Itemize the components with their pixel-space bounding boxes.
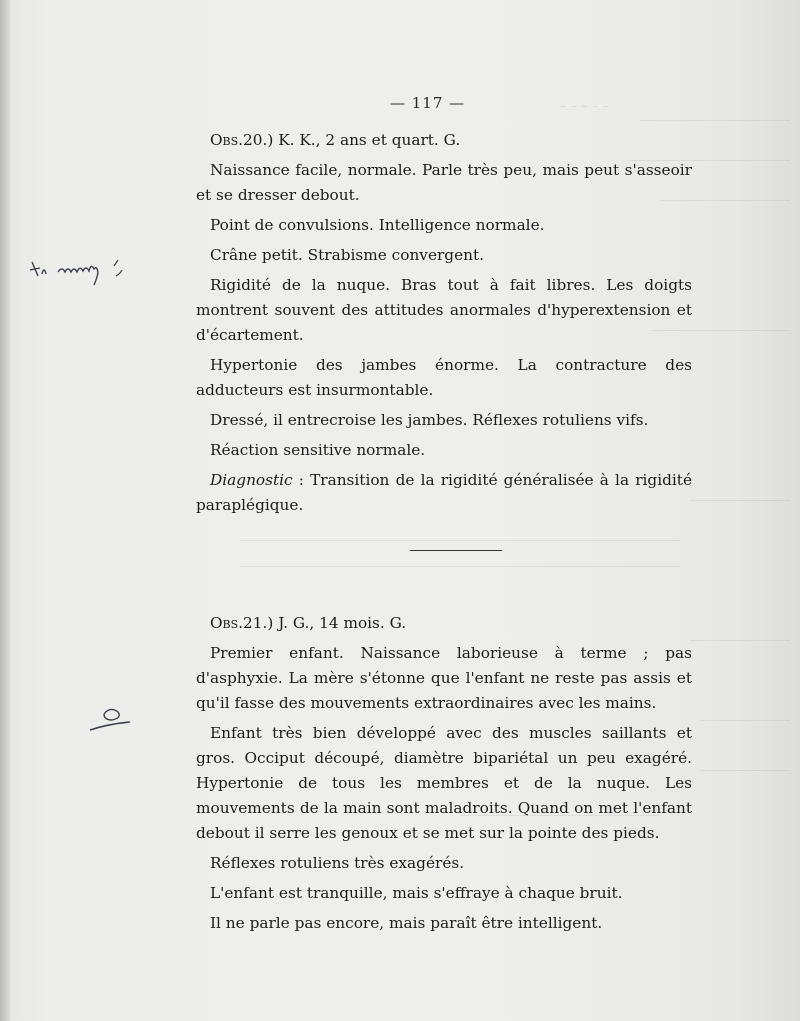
obs-21-paragraph: Enfant très bien développé avec des muscles saillants et gros. Occiput découpé, diamètre bipariétal un peu exagéré. Hypertonie de tous les membres et de la nuque. Les mouvements de la main sont maladroits. Quand on met l'enfant debout il serre les genoux et se met sur la pointe des pieds. — [196, 724, 692, 842]
obs-21-paragraph: L'enfant est tranquille, mais s'effraye à chaque bruit. — [210, 884, 623, 902]
obs-21-heading — [196, 611, 692, 636]
show-through-texture: – – – – – — [0, 0, 800, 1021]
obs-21-paragraph: Réflexes rotuliens très exagérés. — [210, 854, 465, 872]
obs-20-paragraph: Dressé, il entrecroise les jambes. Réflexes rotuliens vifs. — [210, 411, 649, 429]
diagnostic-text: : Transition de la rigidité généralisée à la rigidité paraplégique. — [196, 471, 692, 514]
diagnostic-label: Diagnostic — [210, 471, 293, 489]
obs-21-abbrev: Obs. — [210, 614, 244, 632]
obs-20-paragraph: Hypertonie des jambes énorme. La contracture des adducteurs est insurmontable. — [196, 356, 692, 399]
handwritten-margin-mark — [84, 700, 144, 740]
obs-20-paragraph: Point de convulsions. Intelligence normale. — [210, 216, 545, 234]
handwritten-margin-note — [28, 250, 158, 290]
page-number: — 117 — — [390, 94, 466, 112]
section-separator — [410, 550, 502, 551]
obs-20-diagnostic — [196, 468, 692, 518]
obs-21-paragraph: Il ne parle pas encore, mais paraît être intelligent. — [210, 914, 603, 932]
obs-20-heading-rest: 20.) K. K., 2 ans et quart. G. — [243, 131, 461, 149]
obs-20-paragraph: Rigidité de la nuque. Bras tout à fait libres. Les doigts montrent souvent des attitudes anormales d'hyperextension et d'écartement. — [196, 276, 692, 344]
obs-20-abbrev: Obs. — [210, 131, 244, 149]
obs-20-paragraph: Crâne petit. Strabisme convergent. — [210, 246, 485, 264]
obs-20-paragraph: Réaction sensitive normale. — [210, 441, 426, 459]
obs-21-paragraph: Premier enfant. Naissance laborieuse à terme ; pas d'asphyxie. La mère s'étonne que l'enfant ne reste pas assis et qu'il fasse des mouvements extraordinaires avec les mains. — [196, 644, 692, 712]
obs-20-paragraph: Naissance facile, normale. Parle très peu, mais peut s'asseoir et se dresser debout. — [196, 161, 692, 204]
body-text — [196, 128, 692, 936]
obs-21-heading-rest: 21.) J. G., 14 mois. G. — [243, 614, 407, 632]
obs-20-heading — [196, 128, 692, 153]
